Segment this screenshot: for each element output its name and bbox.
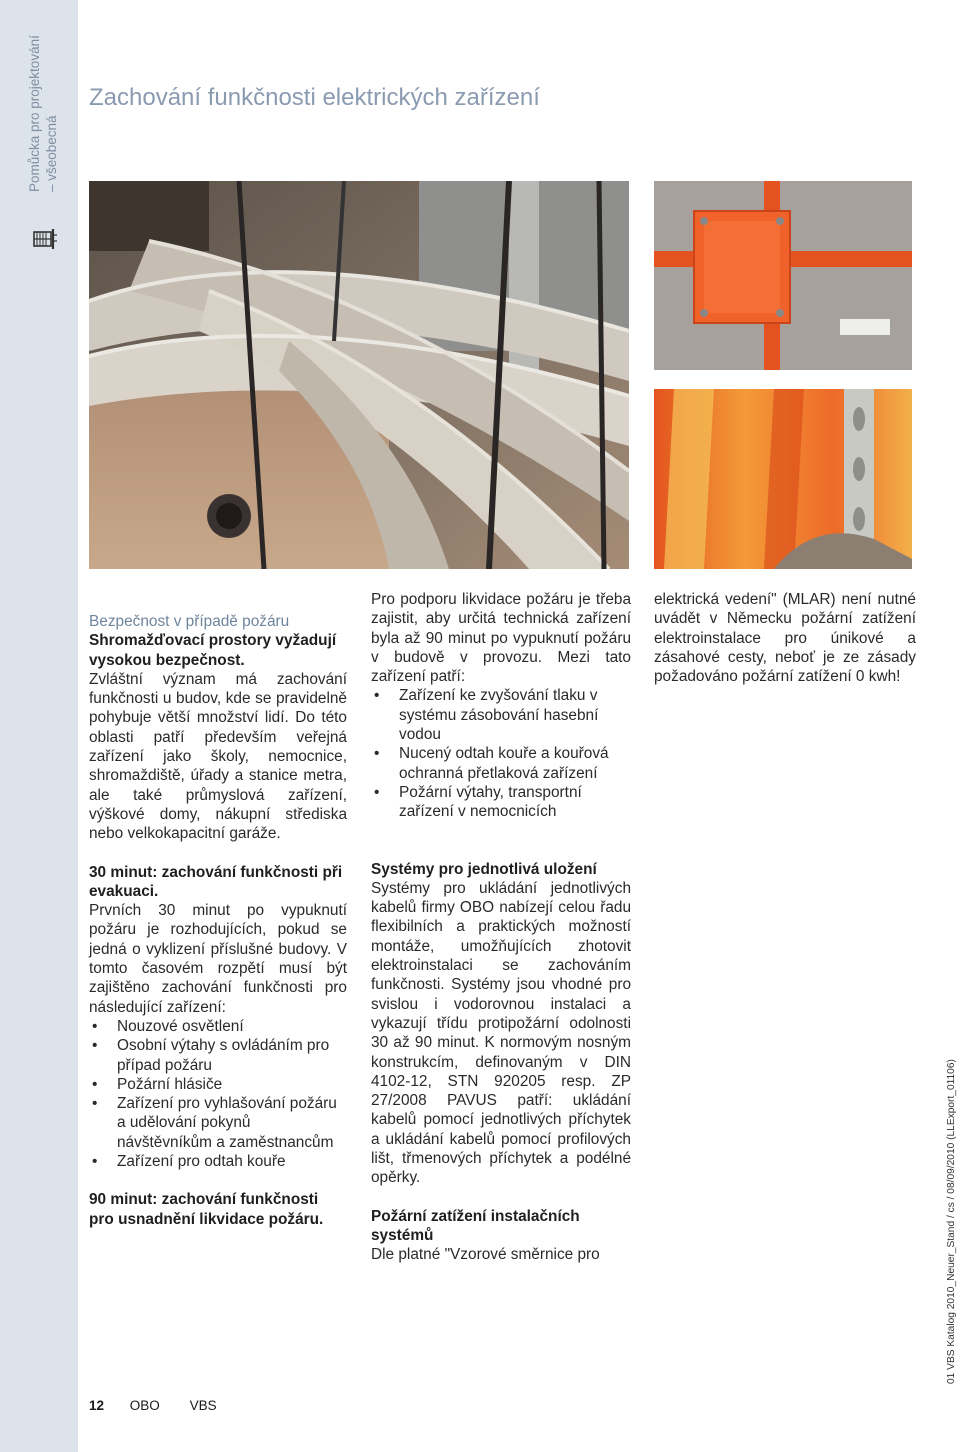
list-item: • Osobní výtahy s ovládáním pro případ požáru (89, 1036, 347, 1075)
heading-fire-load: Požární zatížení instalačních systémů (371, 1207, 580, 1244)
orange-junction-box-photo (654, 181, 912, 370)
page-title: Zachování funkčnosti elektrických zařízení (89, 84, 540, 111)
page-footer (89, 1398, 243, 1413)
fire-exposure-photo (654, 389, 912, 569)
list-item: • Zařízení pro odtah kouře (89, 1152, 347, 1171)
column-2 (371, 590, 631, 1265)
page-number: 12 (89, 1398, 105, 1413)
cable-trays-fire-test-photo (89, 181, 629, 569)
sidebar-label-line1: Pomůcka pro projektování (27, 35, 42, 192)
list-item: • Zařízení ke zvyšování tlaku v systému zásobování hasební vodou (371, 686, 631, 744)
heading-30-minutes: 30 minut: zachování funkčnosti při evakuaci. (89, 863, 343, 900)
list-30-minutes (89, 1017, 347, 1171)
column-3 (654, 590, 916, 686)
column-1 (89, 612, 347, 1229)
paragraph-single-installation-systems: Systémy pro ukládání jednotlivých kabelů firmy OBO nabízejí celou řadu flexibilních a praktických možností montáže, umožňujících zhotovit elektroinstalaci se zachováním funkčnosti. Systémy jsou vhodné pro svislou i vodorovnou instalaci a vykazují třídu protipožární odolnosti 30 až 90 minut. K normovým nosným konstrukcím, definovaným v DIN 4102-12, STN 920205 resp. ZP 27/2008 PAVUS patří: ukládání kabelů pomocí jednotlivých příchytek a ukládání kabelů pomocí profilových lišt, třmenových příchytek a podélné opěrky. (371, 879, 631, 1187)
catalog-meta-label: 01 VBS Katalog 2010_Neuer_Stand / cs / 08/09/2010 (LLExport_01106) (946, 1059, 957, 1384)
book-ruler-icon (32, 226, 58, 252)
paragraph-90-minutes: Pro podporu likvidace požáru je třeba zajistit, aby určitá technická zařízení byla až 90 minut po vypuknutí požáru v budově v provozu. Mezi tato zařízení patří: (371, 591, 631, 686)
list-item: • Nucený odtah kouře a kouřová ochranná přetlaková zařízení (371, 744, 631, 783)
footer-brand: OBO (129, 1398, 160, 1413)
list-item: • Požární hlásiče (89, 1075, 347, 1094)
heading-assembly-spaces: Shromažďovací prostory vyžadují vysokou bezpečnost. (89, 632, 337, 669)
footer-product: VBS (189, 1398, 217, 1413)
paragraph-mlar: elektrická vedení" (MLAR) není nutné uvádět v Německu požární zatížení elektroinstalace pro únikové a zásahové cesty, neboť je ze zásady požadováno požární zatížení 0 kwh! (654, 591, 916, 686)
sidebar-label (26, 35, 60, 192)
sidebar-band (0, 0, 78, 1452)
section-heading: Bezpečnost v případě požáru (89, 613, 290, 630)
paragraph-importance: Zvláštní význam má zachování funkčnosti u budov, kde se pravidelně pohybuje větší množství lidí. Do této oblasti patří především veřejná zařízení jako školy, nemocnice, shromaždiště, úřady a stanice metra, ale také průmyslová zařízení, výškové domy, nákupní střediska nebo velkokapacitní garáže. (89, 670, 347, 843)
paragraph-fire-load: Dle platné "Vzorové směrnice pro (371, 1246, 600, 1264)
list-item: • Zařízení pro vyhlašování požáru a udělování pokynů návštěvníkům a zaměstnancům (89, 1094, 347, 1152)
list-item: • Nouzové osvětlení (89, 1017, 347, 1036)
heading-90-minutes: 90 minut: zachování funkčnosti pro usnadnění likvidace požáru. (89, 1191, 324, 1228)
list-item: • Požární výtahy, transportní zařízení v nemocnicích (371, 783, 631, 822)
paragraph-30-minutes: Prvních 30 minut po vypuknutí požáru je rozhodujících, pokud se jedná o vyklizení příslušné budovy. V tomto časovém rozpětí musí být zajištěno zachování funkčnosti pro následující zařízení: (89, 902, 347, 1016)
list-90-minutes (371, 686, 631, 821)
sidebar-label-line2: – všeobecná (44, 115, 59, 192)
heading-single-installation-systems: Systémy pro jednotlivá uložení (371, 860, 597, 878)
